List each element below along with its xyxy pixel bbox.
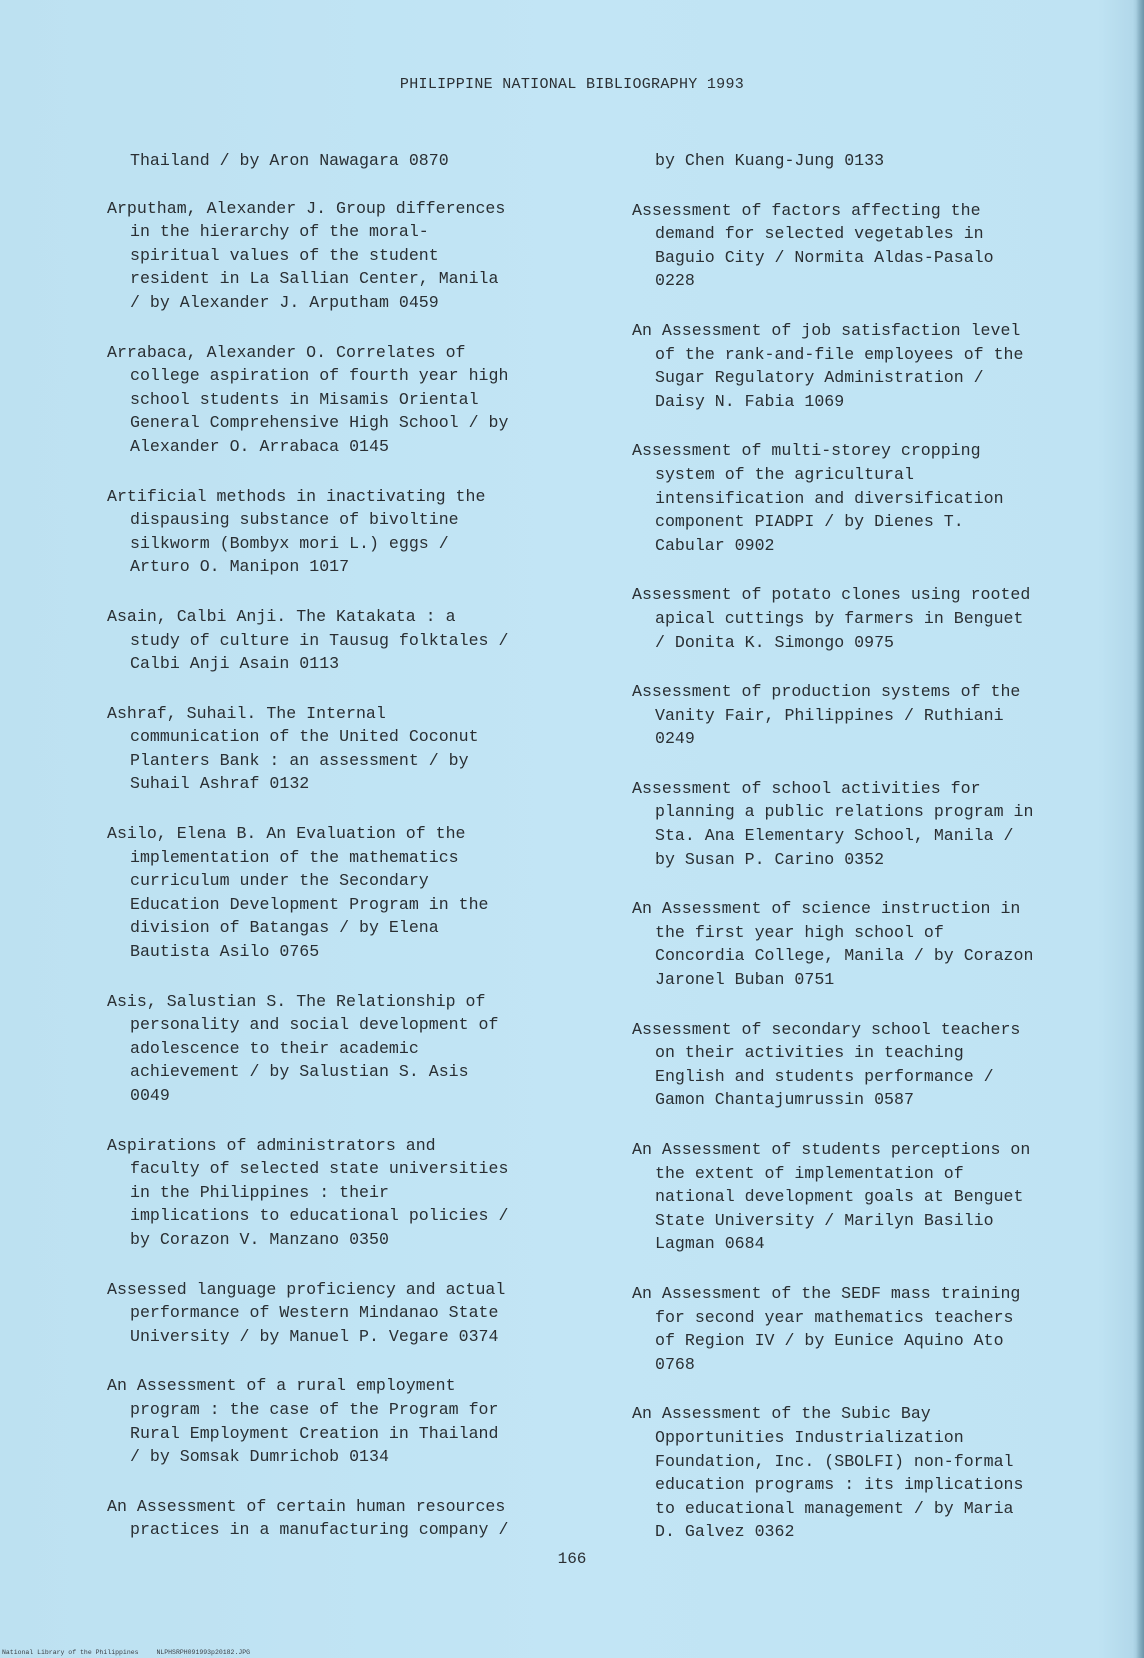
- bibliography-entry: Ashraf, Suhail. The Internal communication of the United Coconut Planters Bank : an assessment / by Suhail Ashraf 0132: [107, 703, 479, 794]
- bibliography-entry: Asilo, Elena B. An Evaluation of the implementation of the mathematics curriculum under the Secondary Education Development Program in the division of Batangas / by Elena Bautista Asilo 0765: [107, 824, 489, 962]
- bibliography-entry: Asain, Calbi Anji. The Katakata : a study of culture in Tausug folktales / Calbi Anji Asain 0113: [107, 606, 509, 674]
- bibliography-entry: Arrabaca, Alexander O. Correlates of college aspiration of fourth year high school students in Misamis Oriental General Comprehensive High School / by Alexander O. Arrabaca 0145: [107, 342, 509, 456]
- bibliography-entry: Arputham, Alexander J. Group differences in the hierarchy of the moral- spiritual values of the student resident in La Sallian Center, Manila / by Alexander J. Arputham 0459: [107, 198, 506, 312]
- bibliography-entry: Assessment of factors affecting the demand for selected vegetables in Baguio City / Normita Aldas-Pasalo 0228: [632, 200, 994, 291]
- right-column: [632, 149, 1122, 1570]
- bibliography-entry: An Assessment of job satisfaction level of the rank-and-file employees of the Sugar Regulatory Administration / Daisy N. Fabia 1069: [632, 320, 1024, 411]
- scan-footer: [2, 1649, 264, 1656]
- bibliography-entry: Thailand / by Aron Nawagara 0870: [130, 151, 449, 170]
- bibliography-entry: Assessment of school activities for planning a public relations program in Sta. Ana Elementary School, Manila / by Susan P. Carino 0352: [632, 778, 1034, 869]
- bibliography-entry: An Assessment of the Subic Bay Opportunities Industrialization Foundation, Inc. (SBOLFI) non-formal education programs : its implications to educational management / by Maria D. Galvez 0362: [632, 1404, 1024, 1542]
- bibliography-entry: Assessment of secondary school teachers on their activities in teaching English and students performance / Gamon Chantajumrussin 0587: [632, 1019, 1021, 1110]
- bibliography-entry: Assessment of potato clones using rooted apical cuttings by farmers in Benguet / Donita K. Simongo 0975: [632, 585, 1031, 652]
- footer-filename: NLPHSRPH091993p20182.JPG: [156, 1649, 251, 1656]
- bibliography-entry: Artificial methods in inactivating the dispausing substance of bivoltine silkworm (Bombyx mori L.) eggs / Arturo O. Manipon 1017: [107, 486, 486, 577]
- bibliography-entry: Aspirations of administrators and faculty of selected state universities in the Philippines : their implications to educational policies / by Corazon V. Manzano 0350: [107, 1135, 509, 1249]
- bibliography-entry: Assessment of multi-storey cropping system of the agricultural intensification and diversification component PIADPI / by Dienes T. Cabular 0902: [632, 441, 1004, 555]
- bibliography-entry: An Assessment of certain human resources practices in a manufacturing company /: [107, 1496, 509, 1540]
- bibliography-entry: An Assessment of the SEDF mass training for second year mathematics teachers of Region IV / by Eunice Aquino Ato 0768: [632, 1283, 1021, 1374]
- footer-source: National Library of the Philippines: [2, 1649, 139, 1656]
- bibliography-entry: Asis, Salustian S. The Relationship of personality and social development of adolescence to their academic achievement / by Salustian S. Asis 0049: [107, 991, 499, 1105]
- bibliography-entry: Assessment of production systems of the Vanity Fair, Philippines / Ruthiani 0249: [632, 682, 1021, 749]
- left-column: [107, 149, 597, 1568]
- page-header: PHILIPPINE NATIONAL BIBLIOGRAPHY 1993: [399, 76, 745, 93]
- page-edge-shadow: [1136, 0, 1144, 1658]
- page-number: 166: [557, 1550, 587, 1568]
- bibliography-entry: by Chen Kuang-Jung 0133: [655, 151, 885, 170]
- bibliography-entry: An Assessment of students perceptions on the extent of implementation of national development goals at Benguet State University / Marilyn Basilio Lagman 0684: [632, 1140, 1031, 1254]
- bibliography-entry: An Assessment of a rural employment program : the case of the Program for Rural Employment Creation in Thailand / by Somsak Dumrichob 0134: [107, 1376, 499, 1467]
- bibliography-entry: Assessed language proficiency and actual performance of Western Mindanao State University / by Manuel P. Vegare 0374: [107, 1279, 506, 1346]
- bibliography-entry: An Assessment of science instruction in the first year high school of Concordia College, Manila / by Corazon Jaronel Buban 0751: [632, 899, 1034, 990]
